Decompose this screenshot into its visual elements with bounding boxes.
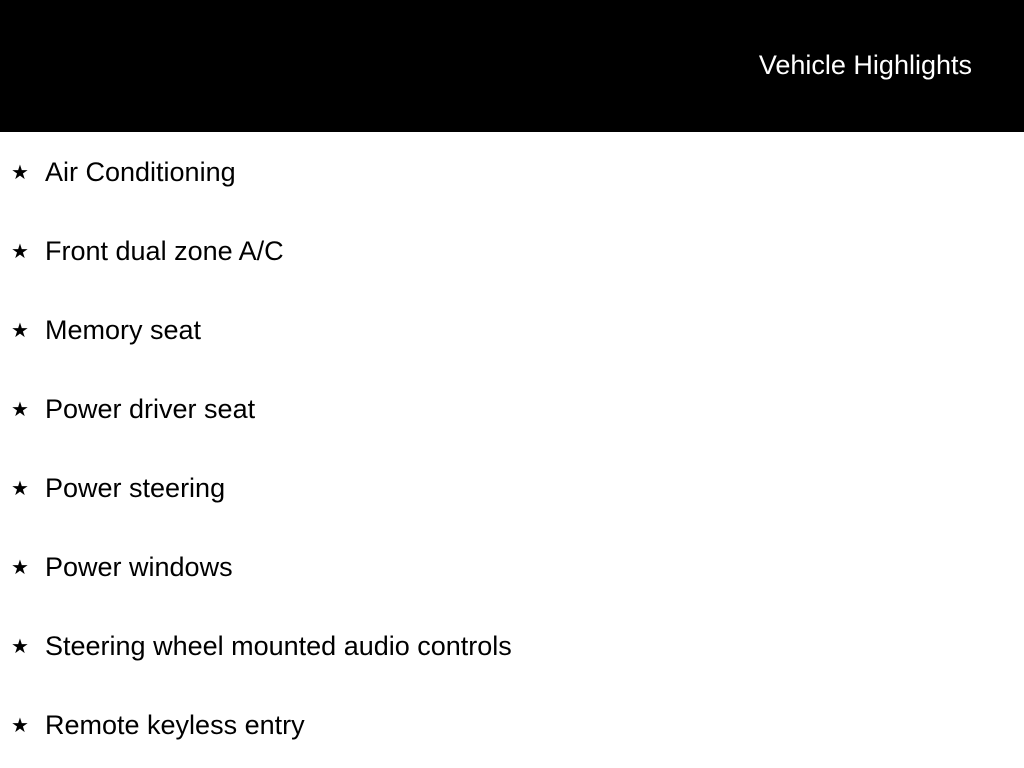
star-icon: ★ [11,476,29,500]
feature-label: Steering wheel mounted audio controls [45,631,512,661]
feature-label: Remote keyless entry [45,710,305,740]
feature-label: Power steering [45,473,226,503]
star-icon: ★ [11,318,29,342]
star-icon: ★ [11,397,29,421]
star-icon: ★ [11,160,29,184]
list-item [0,468,1024,508]
feature-label: Power driver seat [45,394,256,424]
list-item [0,705,1024,745]
page-title: Vehicle Highlights [758,50,972,80]
feature-label: Air Conditioning [45,157,236,187]
star-icon: ★ [11,713,29,737]
header-bar [0,0,1024,132]
star-icon: ★ [11,239,29,263]
list-item [0,626,1024,666]
list-item [0,389,1024,429]
star-icon: ★ [11,555,29,579]
list-item [0,310,1024,350]
list-item [0,547,1024,587]
feature-label: Power windows [45,552,233,582]
feature-label: Memory seat [45,315,202,345]
list-item [0,152,1024,192]
star-icon: ★ [11,634,29,658]
feature-label: Front dual zone A/C [45,236,284,266]
list-item [0,231,1024,271]
